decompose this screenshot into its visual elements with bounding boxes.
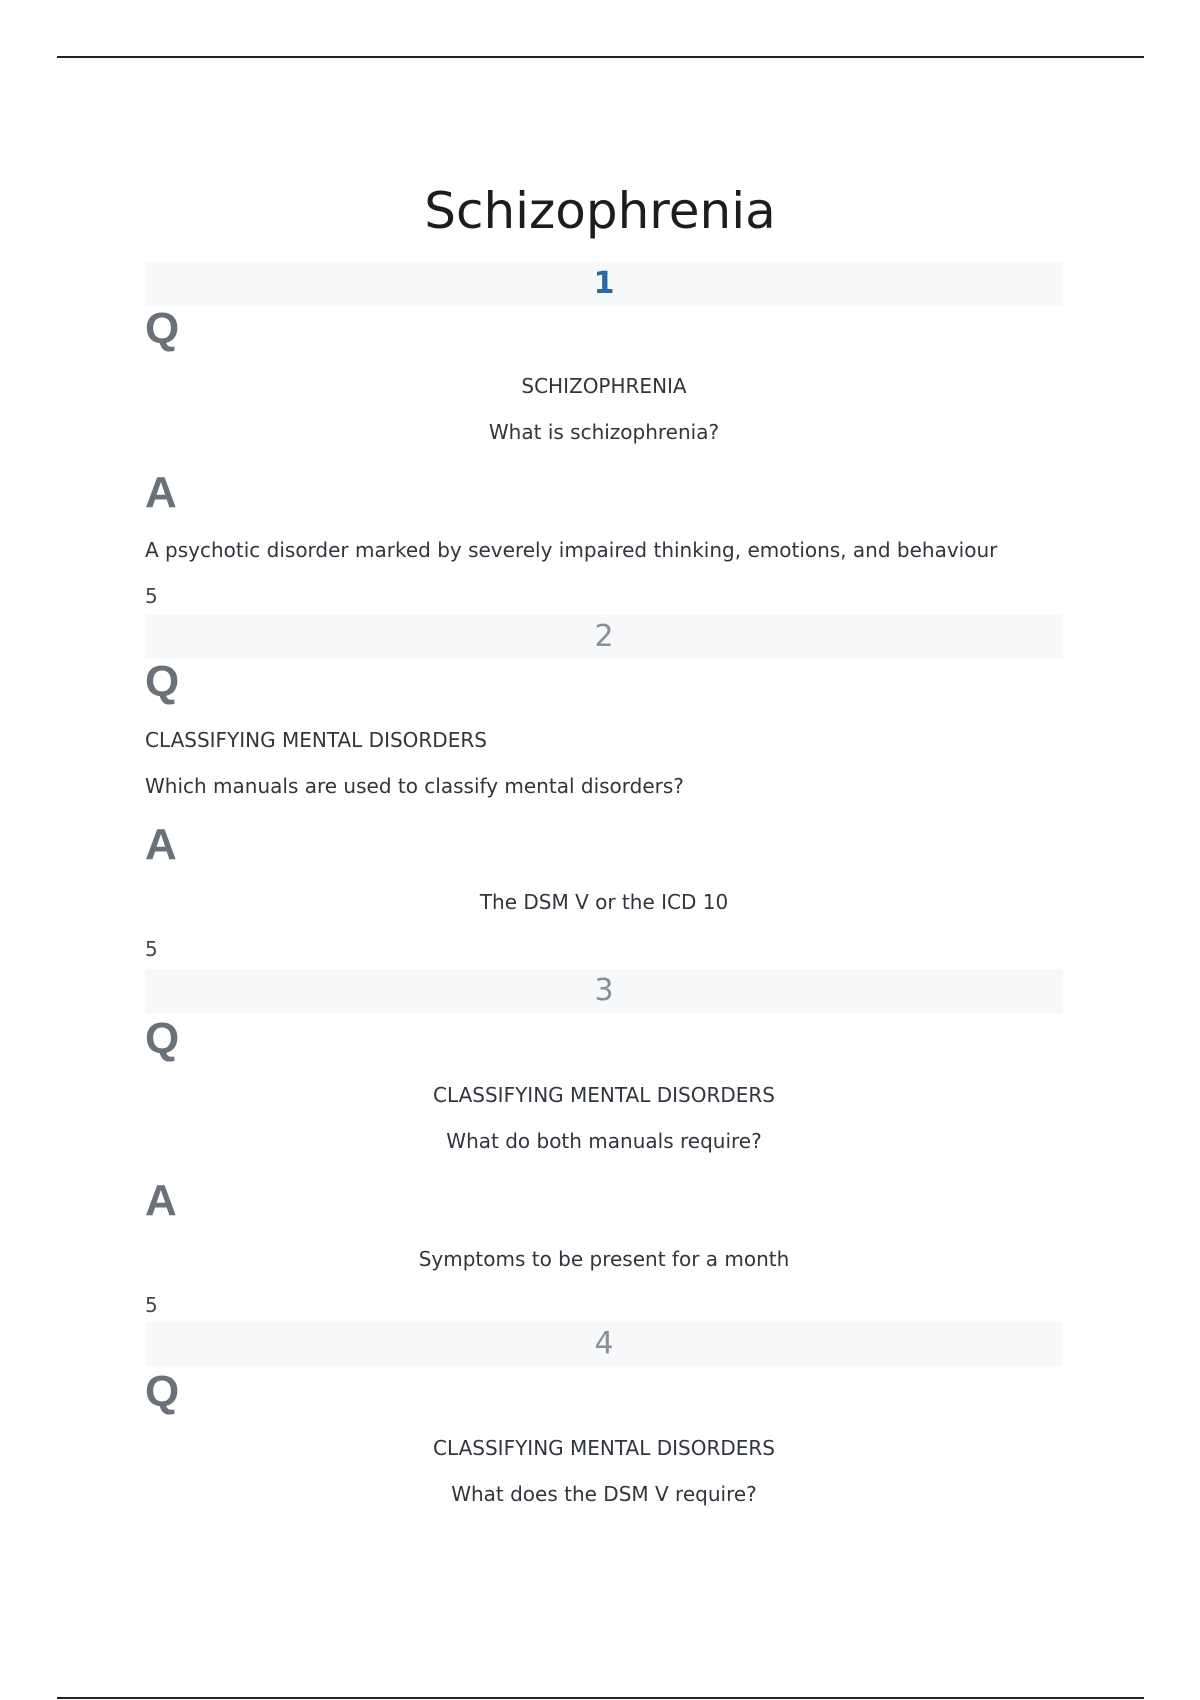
card-score: 5 (145, 937, 158, 961)
top-rule (57, 56, 1144, 58)
question-label: Q (145, 1367, 180, 1416)
answer-label: A (145, 468, 177, 517)
card-question: What do both manuals require? (446, 1129, 762, 1153)
card-answer: A psychotic disorder marked by severely impaired thinking, emotions, and behaviour (145, 538, 998, 562)
card-question: What is schizophrenia? (488, 420, 720, 444)
card-category: CLASSIFYING MENTAL DISORDERS (145, 728, 487, 752)
question-label: Q (145, 1014, 180, 1063)
card-question: Which manuals are used to classify mental disorders? (145, 774, 684, 798)
card-category: CLASSIFYING MENTAL DISORDERS (433, 1436, 775, 1460)
card-number: 4 (594, 1326, 614, 1361)
card-category: SCHIZOPHRENIA (521, 374, 687, 398)
question-label: Q (145, 657, 180, 706)
question-label: Q (145, 304, 180, 353)
card-answer: Symptoms to be present for a month (418, 1247, 790, 1271)
card-number: 2 (594, 619, 614, 654)
card-score: 5 (145, 1293, 158, 1317)
answer-label: A (145, 820, 177, 869)
card-number: 1 (593, 266, 615, 301)
card-number: 3 (594, 973, 614, 1008)
answer-label: A (145, 1176, 177, 1225)
card-answer: The DSM V or the ICD 10 (479, 890, 729, 914)
bottom-rule (57, 1697, 1144, 1699)
card-category: CLASSIFYING MENTAL DISORDERS (433, 1083, 775, 1107)
card-question: What does the DSM V require? (451, 1482, 757, 1506)
page-title: Schizophrenia (424, 181, 776, 240)
card-score: 5 (145, 584, 158, 608)
